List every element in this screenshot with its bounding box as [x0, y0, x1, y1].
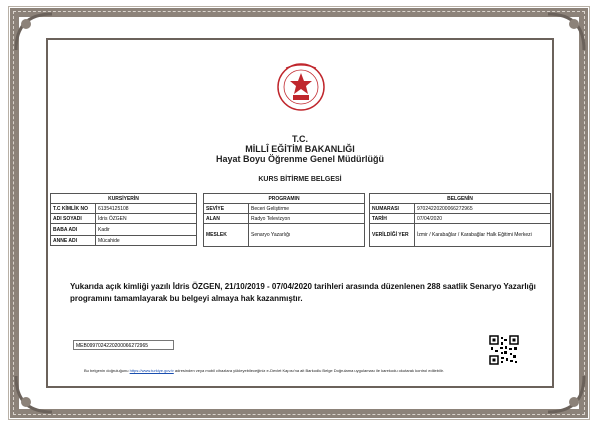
program-label-profession: MESLEK — [204, 224, 249, 247]
kursiyer-label-name: ADI SOYADI — [51, 214, 96, 224]
table-row — [51, 204, 197, 214]
program-table — [203, 193, 365, 247]
program-value-level: Beceri Geliştirme — [249, 204, 365, 214]
table-row — [51, 214, 197, 224]
header-ministry: MİLLÎ EĞİTİM BAKANLIĞI — [245, 144, 355, 154]
kursiyer-value-mother: Mücahide — [96, 236, 197, 246]
belge-label-place: VERİLDİĞİ YER — [370, 224, 415, 247]
program-label-level: SEVİYE — [204, 204, 249, 214]
kursiyer-table — [50, 193, 197, 246]
kursiyer-value-name: İdris ÖZGEN — [96, 214, 197, 224]
belge-label-number: NUMARASI — [370, 204, 415, 214]
kursiyer-value-father: Kadir — [96, 224, 197, 236]
table-row — [370, 204, 551, 214]
ministry-seal-icon — [276, 60, 326, 114]
table-row — [204, 204, 365, 214]
belge-value-place: İzmir / Karabağlar / Karabağlar Halk Eğitimi Merkezi — [415, 224, 551, 247]
table-row — [51, 224, 197, 236]
verification-link[interactable]: https://www.turkiye.gov.tr — [129, 368, 174, 373]
verification-footer — [84, 368, 524, 373]
table-row — [51, 236, 197, 246]
certificate-statement: Yukarıda açık kimliği yazılı İdris ÖZGEN, 21/10/2019 - 07/04/2020 tarihleri arasında düzenlenen 288 saatlik Senaryo Yazarlığı programını tamamlayarak bu belgeyi almaya hak kazanmıştır. — [70, 282, 536, 303]
program-heading: PROGRAMIN — [204, 194, 365, 204]
table-row — [204, 224, 365, 247]
table-row — [370, 224, 551, 247]
program-label-field: ALAN — [204, 214, 249, 224]
belge-value-number: 97024220200066272965 — [415, 204, 551, 214]
kursiyer-label-father: BABA ADI — [51, 224, 96, 236]
kursiyer-value-tc: 61354125108 — [96, 204, 197, 214]
footer-text-before: Bu belgenin doğruluğunu — [84, 368, 129, 373]
header-tc: T.C. — [291, 134, 308, 144]
program-value-field: Radyo Televizyon — [249, 214, 365, 224]
footer-text-after: adresinden veya mobil cihazlara yükleyebileceğiniz e-Devlet Kapısı'na ait Barkodlu Belge Doğrulama uygulaması ile karekodu okutarak kontrol edilebilir. — [174, 368, 444, 373]
kursiyer-heading: KURSİYERİN — [51, 194, 197, 204]
program-value-profession: Senaryo Yazarlığı — [249, 224, 365, 247]
belge-label-date: TARİH — [370, 214, 415, 224]
table-row — [204, 214, 365, 224]
belge-value-date: 07/04/2020 — [415, 214, 551, 224]
qr-code-icon — [489, 335, 519, 365]
belge-heading: BELGENİN — [370, 194, 551, 204]
kursiyer-label-tc: T.C KİMLİK NO — [51, 204, 96, 214]
document-title: KURS BİTİRME BELGESİ — [258, 176, 342, 183]
header-directorate: Hayat Boyu Öğrenme Genel Müdürlüğü — [215, 154, 385, 164]
serial-number-box: MEB0997024220200066272965 — [73, 340, 174, 350]
kursiyer-label-mother: ANNE ADI — [51, 236, 96, 246]
belge-table — [369, 193, 551, 247]
table-row — [370, 214, 551, 224]
